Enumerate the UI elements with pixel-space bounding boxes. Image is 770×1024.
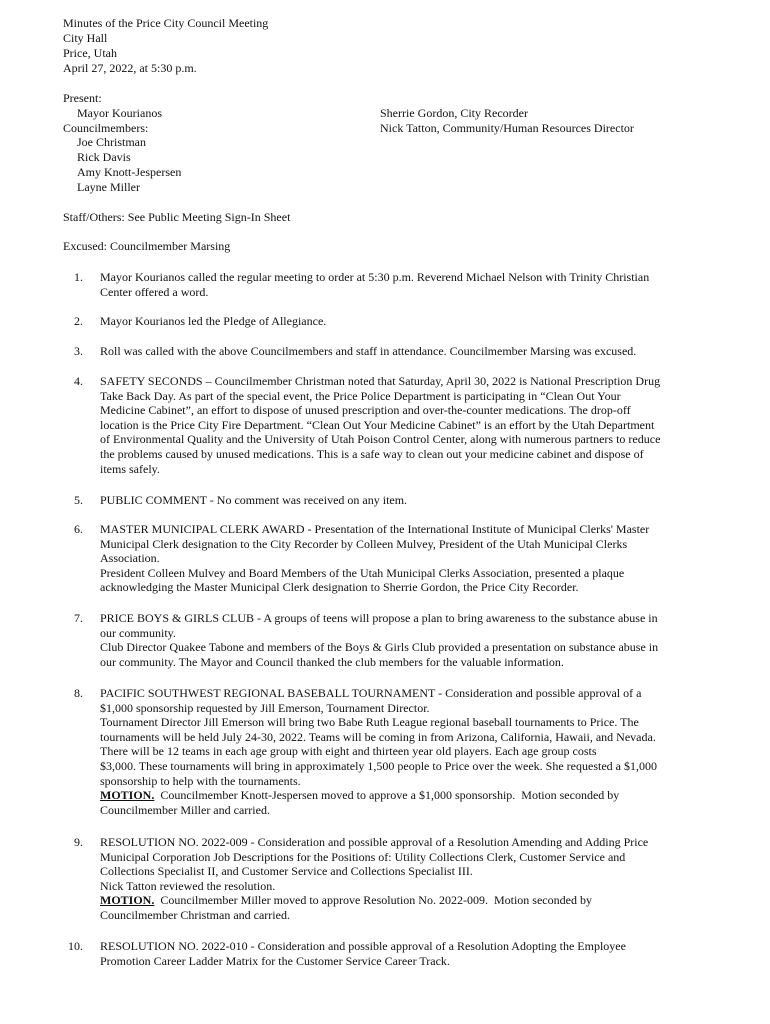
councilmember-name: Layne Miller bbox=[77, 180, 140, 194]
item-line: Tournament Director Jill Emerson will bring two Babe Ruth League regional baseball tournaments to Price. The bbox=[100, 715, 639, 730]
councilmember-name: Rick Davis bbox=[77, 150, 131, 164]
present-mayor: Mayor Kourianos bbox=[77, 106, 162, 120]
item-line: Mayor Kourianos called the regular meeting to order at 5:30 p.m. Reverend Michael Nelson with Trinity Christian bbox=[100, 270, 650, 284]
item-number: 10. bbox=[68, 939, 83, 953]
item-number: 3. bbox=[74, 344, 83, 358]
item-line: Club Director Quakee Tabone and members of the Boys & Girls Club provided a presentation on substance abuse in bbox=[100, 640, 659, 655]
item-line: our community. The Mayor and Council thanked the club members for the valuable information. bbox=[100, 654, 564, 669]
excused-line: Excused: Councilmember Marsing bbox=[63, 239, 231, 253]
item-body bbox=[100, 493, 696, 508]
motion-text: Councilmember Miller moved to approve Resolution No. 2022-009. Motion seconded by bbox=[154, 893, 592, 908]
councilmembers-label: Councilmembers: bbox=[63, 121, 149, 135]
item-line: acknowledging the Master Municipal Clerk designation to Sherrie Gordon, the Price City Recorder. bbox=[100, 580, 579, 595]
item-line: SAFETY SECONDS – Councilmember Christman noted that Saturday, April 30, 2022 is National Prescription Drug bbox=[100, 374, 661, 388]
item-number: 6. bbox=[74, 522, 83, 536]
item-line: Medicine Cabinet”, an effort to dispose of unused prescription and over-the-counter medications. The drop-off bbox=[100, 403, 631, 418]
motion-line bbox=[100, 788, 696, 803]
item-line: PUBLIC COMMENT - No comment was received on any item. bbox=[100, 493, 408, 507]
item-line: Nick Tatton reviewed the resolution. bbox=[100, 878, 276, 893]
item-line: Municipal Corporation Job Descriptions for the Positions of: Utility Collections Clerk, Customer Service and bbox=[100, 849, 626, 864]
item-line: tournaments will be held July 24-30, 2022. Teams will be coming in from Arizona, California, Hawaii, and Nevada. bbox=[100, 729, 656, 744]
item-line: of Environmental Quality and the University of Utah Poison Control Center, along with numerous partners to reduce bbox=[100, 432, 661, 447]
item-body bbox=[100, 686, 696, 817]
item-body bbox=[100, 344, 696, 359]
item-line: Promotion Career Ladder Matrix for the Customer Service Career Track. bbox=[100, 953, 450, 968]
item-body bbox=[100, 314, 696, 329]
councilmember-name: Amy Knott-Jespersen bbox=[77, 165, 182, 179]
item-number: 7. bbox=[74, 611, 83, 625]
item-line: our community. bbox=[100, 625, 176, 640]
item-number: 4. bbox=[74, 374, 83, 388]
motion-line: Councilmember Christman and carried. bbox=[100, 907, 290, 922]
item-line: MASTER MUNICIPAL CLERK AWARD - Presentation of the International Institute of Municipal Clerks' Master bbox=[100, 522, 650, 536]
item-line: RESOLUTION NO. 2022-009 - Consideration and possible approval of a Resolution Amending and Adding Price bbox=[100, 835, 649, 849]
item-line: Mayor Kourianos led the Pledge of Allegiance. bbox=[100, 314, 327, 328]
item-line: location is the Price City Fire Department. “Clean Out Your Medicine Cabinet” is an effort by the Utah Department bbox=[100, 417, 655, 432]
item-body bbox=[100, 270, 696, 299]
present-label: Present: bbox=[63, 91, 102, 105]
item-line: PACIFIC SOUTHWEST REGIONAL BASEBALL TOURNAMENT - Consideration and possible approval of a bbox=[100, 686, 642, 700]
item-line: Center offered a word. bbox=[100, 284, 209, 299]
item-body bbox=[100, 374, 696, 476]
item-line: PRICE BOYS & GIRLS CLUB - A groups of teens will propose a plan to bring awareness to the substance abuse in bbox=[100, 611, 658, 625]
item-body bbox=[100, 611, 696, 669]
item-body bbox=[100, 522, 696, 595]
item-number: 8. bbox=[74, 686, 83, 700]
item-line: Municipal Clerk designation to the City Recorder by Colleen Mulvey, President of the Utah Municipal Clerks bbox=[100, 536, 628, 551]
item-line: Association. bbox=[100, 551, 160, 566]
meeting-location: City Hall bbox=[63, 31, 108, 45]
item-line: Roll was called with the above Councilmembers and staff in attendance. Councilmember Marsing was excused. bbox=[100, 344, 637, 358]
item-body bbox=[100, 939, 696, 968]
item-line: RESOLUTION NO. 2022-010 - Consideration and possible approval of a Resolution Adopting the Employee bbox=[100, 939, 626, 953]
document-title: Minutes of the Price City Council Meeting bbox=[63, 16, 269, 30]
motion-label: MOTION. bbox=[100, 788, 155, 803]
item-line: Take Back Day. As part of the special event, the Price Police Department is participating in “Clean Out Your bbox=[100, 388, 621, 403]
item-line: items safely. bbox=[100, 461, 160, 476]
motion-line: Councilmember Miller and carried. bbox=[100, 802, 270, 817]
item-line: sponsorship to help with the tournaments. bbox=[100, 773, 301, 788]
councilmember-name: Joe Christman bbox=[77, 135, 146, 149]
item-number: 5. bbox=[74, 493, 83, 507]
motion-text: Councilmember Knott-Jespersen moved to approve a $1,000 sponsorship. Motion seconded by bbox=[154, 788, 620, 803]
item-number: 1. bbox=[74, 270, 83, 284]
motion-label: MOTION. bbox=[100, 893, 155, 908]
item-line: $3,000. These tournaments will bring in approximately 1,500 people to Price over the week. She requested a $1,000 bbox=[100, 758, 657, 773]
item-line: $1,000 sponsorship requested by Jill Emerson, Tournament Director. bbox=[100, 700, 430, 715]
staff-others: Staff/Others: See Public Meeting Sign-In Sheet bbox=[63, 210, 291, 224]
meeting-city: Price, Utah bbox=[63, 46, 117, 60]
staff-member: Sherrie Gordon, City Recorder bbox=[380, 106, 528, 120]
motion-line bbox=[100, 893, 696, 908]
item-body bbox=[100, 835, 696, 923]
item-line: the problems caused by unused medications. This is a safe way to clean out your medicine cabinet and dispose of bbox=[100, 446, 644, 461]
item-line: Collections Specialist II, and Customer Service and Collections Specialist III. bbox=[100, 864, 473, 879]
item-line: There will be 12 teams in each age group with eight and thirteen year old players. Each age group costs bbox=[100, 744, 597, 759]
item-line: President Colleen Mulvey and Board Members of the Utah Municipal Clerks Association, presented a plaque bbox=[100, 565, 625, 580]
meeting-date: April 27, 2022, at 5:30 p.m. bbox=[63, 61, 197, 75]
staff-member: Nick Tatton, Community/Human Resources Director bbox=[380, 121, 634, 135]
item-number: 9. bbox=[74, 835, 83, 849]
item-number: 2. bbox=[74, 314, 83, 328]
